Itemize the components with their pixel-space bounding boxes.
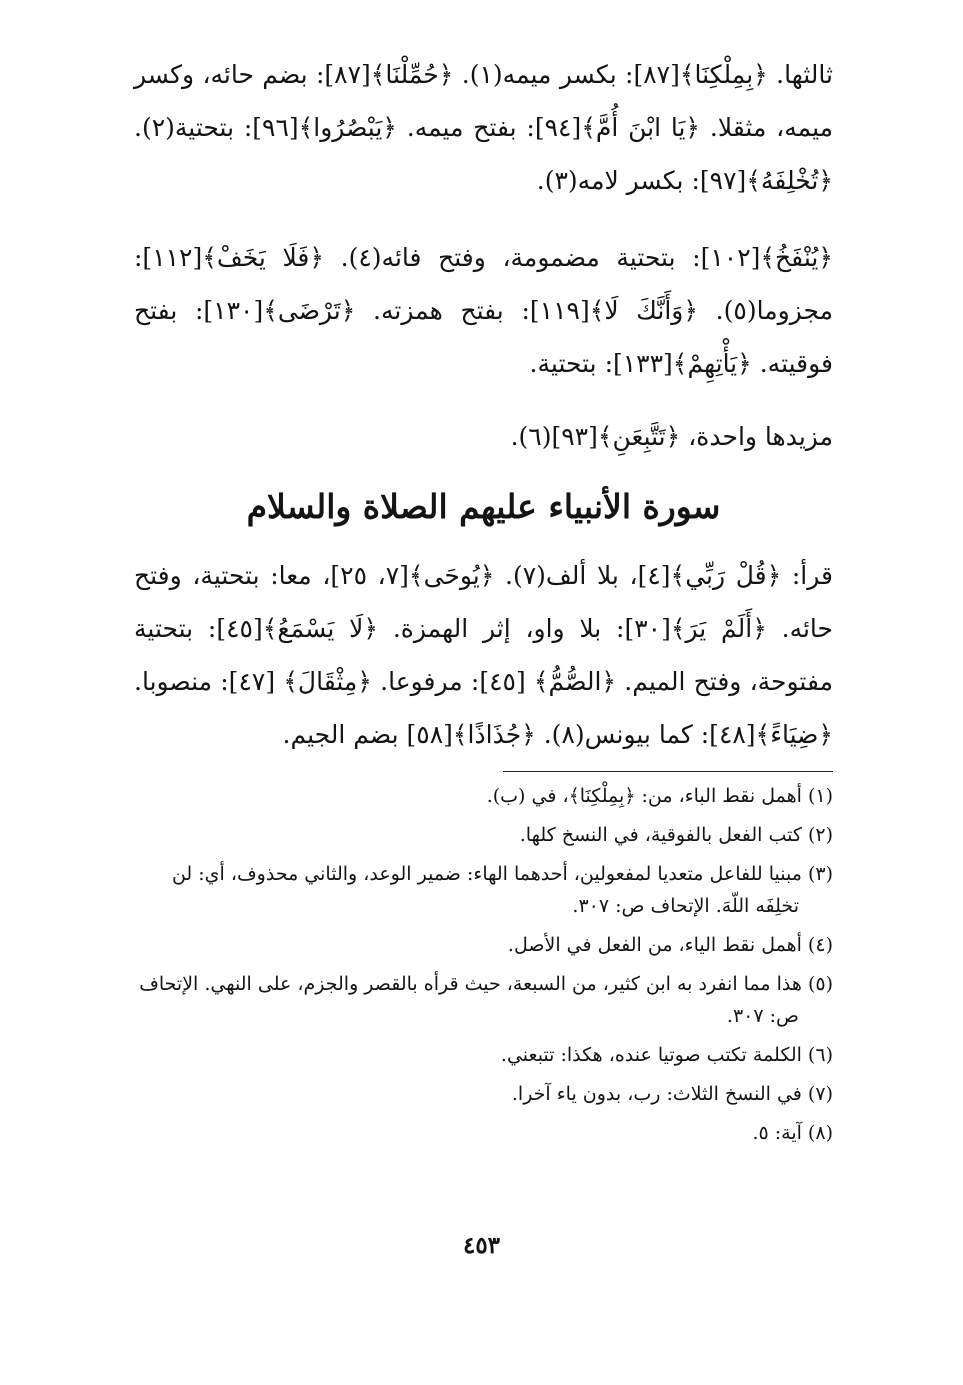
footnote-separator-wrap xyxy=(134,761,833,780)
footnote-item: (٥) هذا مما انفرد به ابن كثير، من السبعة، حيث قرأه بالقصر والجزم، على النهي. الإتحاف ص: ٣٠٧. xyxy=(139,973,833,1027)
paragraph-taha-additions: مزيدها واحدة، ﴿تَتَّبِعَنِ﴾[٩٣](٦). xyxy=(510,422,833,451)
footnotes-list xyxy=(134,780,833,1149)
book-page xyxy=(134,48,833,1385)
footnote-item: (٦) الكلمة تكتب صوتيا عنده، هكذا: تتبعني. xyxy=(500,1044,833,1066)
paragraph-taha-readings-2: ﴿يُنْفَخُ﴾[١٠٢]: بتحتية مضمومة، وفتح فائه(٤). ﴿فَلَا يَخَفْ﴾[١١٢]: مجزوما(٥). ﴿وَأَنَّكَ لَا﴾[١١٩]: بفتح همزته. ﴿تَرْضَى﴾[١٣٠]: بفتح فوقيته. ﴿يَأْتِهِمْ﴾[١٣٣]: بتحتية. xyxy=(134,243,833,378)
surah-heading: سورة الأنبياء عليهم الصلاة والسلام xyxy=(246,487,721,526)
footnote-separator xyxy=(503,771,833,772)
footnote-item: (٢) كتب الفعل بالفوقية، في النسخ كلها. xyxy=(519,824,833,846)
paragraph-anbiya-readings: قرأ: ﴿قُلْ رَبِّي﴾[٤]، بلا ألف(٧). ﴿يُوحَى﴾[٧، ٢٥]، معا: بتحتية، وفتح حائه. ﴿أَلَمْ يَرَ﴾[٣٠]: بلا واو، إثر الهمزة. ﴿لَا يَسْمَعُ﴾[٤٥]: بتحتية مفتوحة، وفتح الميم. ﴿الصُّمُّ﴾ [٤٥]: مرفوعا. ﴿مِثْقَالَ﴾ [٤٧]: منصوبا. ﴿ضِيَاءً﴾[٤٨]: كما بيونس(٨). ﴿جُذَاذًا﴾[٥٨] بضم الجيم. xyxy=(134,561,834,749)
page-number: ٤٥٣ xyxy=(462,1232,501,1259)
footnote-item: (٣) مبنيا للفاعل متعديا لمفعولين، أحدهما الهاء: ضمير الوعد، والثاني محذوف، أي: لن تخلِفَه اللّهَ. الإتحاف ص: ٣٠٧. xyxy=(171,863,833,917)
paragraph-taha-readings-1: ثالثها. ﴿بِمِلْكِنَا﴾[٨٧]: بكسر ميمه(١). ﴿حُمِّلْنَا﴾[٨٧]: بضم حائه، وكسر ميمه، مثقلا. ﴿يَا ابْنَ أُمَّ﴾[٩٤]: بفتح ميمه. ﴿يَبْصُرُوا﴾[٩٦]: بتحتية(٢). ﴿تُخْلِفَهُ﴾[٩٧]: بكسر لامه(٣). xyxy=(134,60,834,195)
footnote-item: (١) أهمل نقط الباء، من: ﴿بِمِلْكِنَا﴾، في (ب). xyxy=(486,785,833,807)
footnote-item: (٨) آية: ٥. xyxy=(752,1122,833,1144)
footnote-item: (٤) أهمل نقط الياء، من الفعل في الأصل. xyxy=(507,934,833,956)
footnote-item: (٧) في النسخ الثلاث: رب، بدون ياء آخرا. xyxy=(511,1083,833,1105)
